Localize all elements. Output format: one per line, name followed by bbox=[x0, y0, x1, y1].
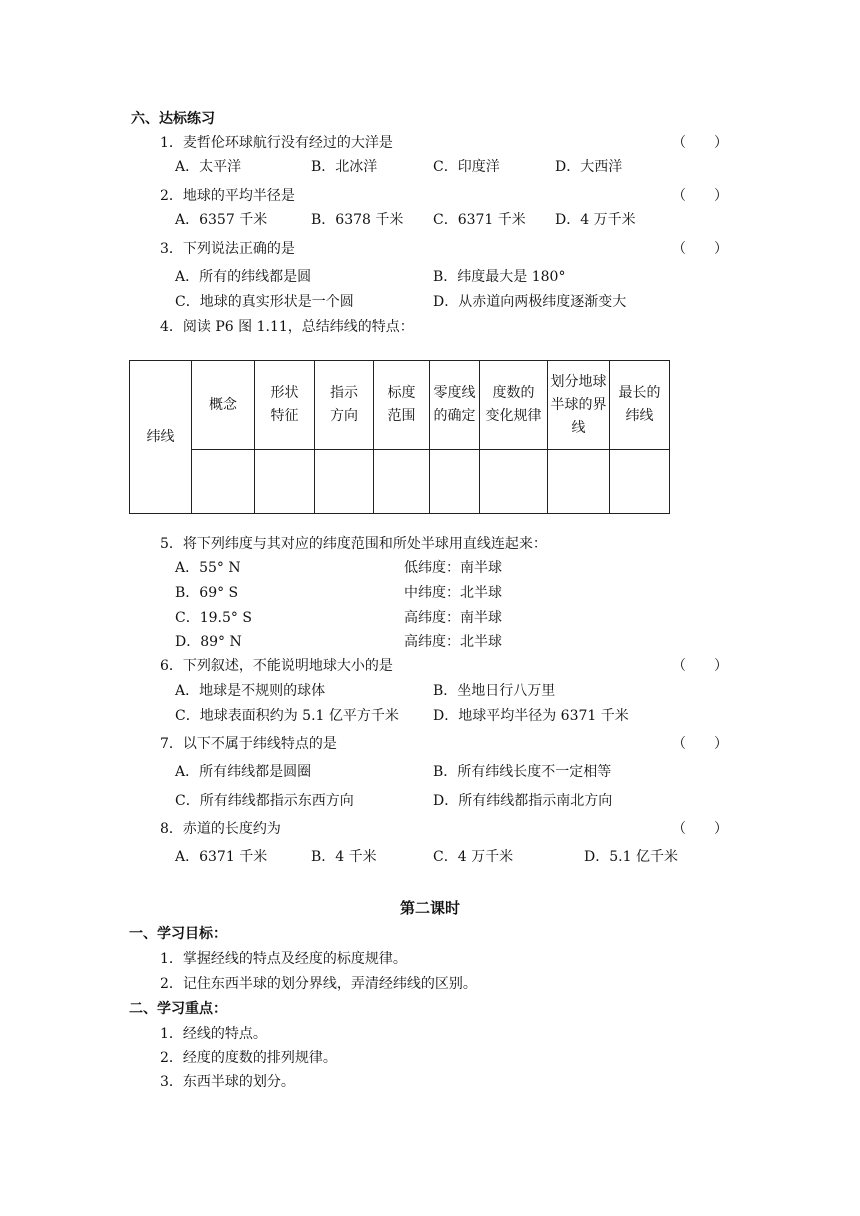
table-header-cell: 概念 bbox=[192, 361, 255, 450]
match-left-item: D．89° N bbox=[175, 634, 242, 650]
option-c: C．4 万千米 bbox=[433, 849, 514, 865]
key-point-item: 2．经度的度数的排列规律。 bbox=[160, 1050, 337, 1066]
option-c: C．所有纬线都指示东西方向 bbox=[175, 793, 354, 809]
question-stem: 8．赤道的长度约为 bbox=[160, 821, 281, 837]
option-b: B．4 千米 bbox=[311, 849, 377, 865]
option-a: A．太平洋 bbox=[175, 159, 242, 175]
lesson-title: 第二课时 bbox=[399, 899, 460, 917]
option-d: D．5.1 亿千米 bbox=[584, 849, 678, 865]
question-stem: 1．麦哲伦环球航行没有经过的大洋是 bbox=[160, 135, 393, 151]
key-point-item: 3．东西半球的划分。 bbox=[160, 1074, 295, 1090]
question-stem: 7．以下不属于纬线特点的是 bbox=[160, 736, 337, 752]
table-header-cell: 最长的 纬线 bbox=[610, 361, 670, 450]
table-cell bbox=[192, 450, 255, 514]
option-b: B．纬度最大是 180° bbox=[433, 269, 566, 285]
option-a: A．地球是不规则的球体 bbox=[175, 683, 326, 699]
answer-blank: （ ） bbox=[672, 821, 728, 837]
match-left-item: B．69° S bbox=[175, 585, 239, 601]
goal-item: 1．掌握经线的特点及经度的标度规律。 bbox=[160, 951, 407, 967]
table-header-cell: 度数的 变化规律 bbox=[480, 361, 548, 450]
table-header-cell: 标度 范围 bbox=[374, 361, 430, 450]
question-stem: 2．地球的平均半径是 bbox=[160, 188, 295, 204]
answer-blank: （ ） bbox=[672, 188, 728, 204]
option-a: A．所有的纬线都是圆 bbox=[175, 269, 312, 285]
option-a: A．所有纬线都是圆圈 bbox=[175, 764, 312, 780]
table-row-label: 纬线 bbox=[130, 361, 192, 514]
section-title: 六、达标练习 bbox=[131, 111, 215, 127]
option-d: D．所有纬线都指示南北方向 bbox=[433, 793, 613, 809]
question-stem: 4．阅读 P6 图 1.11，总结纬线的特点： bbox=[160, 319, 414, 335]
match-left-item: C．19.5° S bbox=[175, 610, 252, 626]
option-c: C．6371 千米 bbox=[433, 212, 526, 228]
table-header-cell: 形状 特征 bbox=[255, 361, 315, 450]
match-right-item: 高纬度：北半球 bbox=[404, 634, 502, 650]
option-d: D．4 万千米 bbox=[555, 212, 636, 228]
question-stem: 3．下列说法正确的是 bbox=[160, 241, 295, 257]
answer-blank: （ ） bbox=[672, 658, 728, 674]
match-right-item: 低纬度：南半球 bbox=[404, 560, 502, 576]
question-stem: 5．将下列纬度与其对应的纬度范围和所处半球用直线连起来： bbox=[160, 536, 547, 552]
option-c: C．印度洋 bbox=[433, 159, 500, 175]
match-left-item: A．55° N bbox=[175, 560, 241, 576]
table-cell bbox=[480, 450, 548, 514]
option-d: D．大西洋 bbox=[555, 159, 623, 175]
option-d: D．从赤道向两极纬度逐渐变大 bbox=[433, 294, 627, 310]
answer-blank: （ ） bbox=[672, 241, 728, 257]
option-b: B．所有纬线长度不一定相等 bbox=[433, 764, 612, 780]
option-b: B．6378 千米 bbox=[311, 212, 404, 228]
table-header-cell: 零度线 的确定 bbox=[430, 361, 480, 450]
option-a: A．6357 千米 bbox=[175, 212, 268, 228]
answer-blank: （ ） bbox=[672, 135, 728, 151]
table-cell bbox=[430, 450, 480, 514]
table-cell bbox=[548, 450, 610, 514]
option-b: B．北冰洋 bbox=[311, 159, 378, 175]
section-title: 二、学习重点： bbox=[129, 1001, 227, 1017]
option-a: A．6371 千米 bbox=[175, 849, 268, 865]
section-title: 一、学习目标： bbox=[129, 926, 227, 942]
option-c: C．地球表面积约为 5.1 亿平方千米 bbox=[175, 708, 399, 724]
match-right-item: 高纬度：南半球 bbox=[404, 610, 502, 626]
latitude-table bbox=[129, 360, 670, 514]
option-d: D．地球平均半径为 6371 千米 bbox=[433, 708, 629, 724]
table-cell bbox=[374, 450, 430, 514]
answer-blank: （ ） bbox=[672, 736, 728, 752]
table-header-cell: 指示 方向 bbox=[315, 361, 374, 450]
option-b: B．坐地日行八万里 bbox=[433, 683, 556, 699]
table-header-cell: 划分地球 半球的界 线 bbox=[548, 361, 610, 450]
match-right-item: 中纬度：北半球 bbox=[404, 585, 502, 601]
table-cell bbox=[315, 450, 374, 514]
table-cell bbox=[255, 450, 315, 514]
goal-item: 2．记住东西半球的划分界线，弄清经纬线的区别。 bbox=[160, 976, 477, 992]
table-cell bbox=[610, 450, 670, 514]
key-point-item: 1．经线的特点。 bbox=[160, 1026, 267, 1042]
question-stem: 6．下列叙述，不能说明地球大小的是 bbox=[160, 658, 393, 674]
option-c: C．地球的真实形状是一个圆 bbox=[175, 294, 354, 310]
